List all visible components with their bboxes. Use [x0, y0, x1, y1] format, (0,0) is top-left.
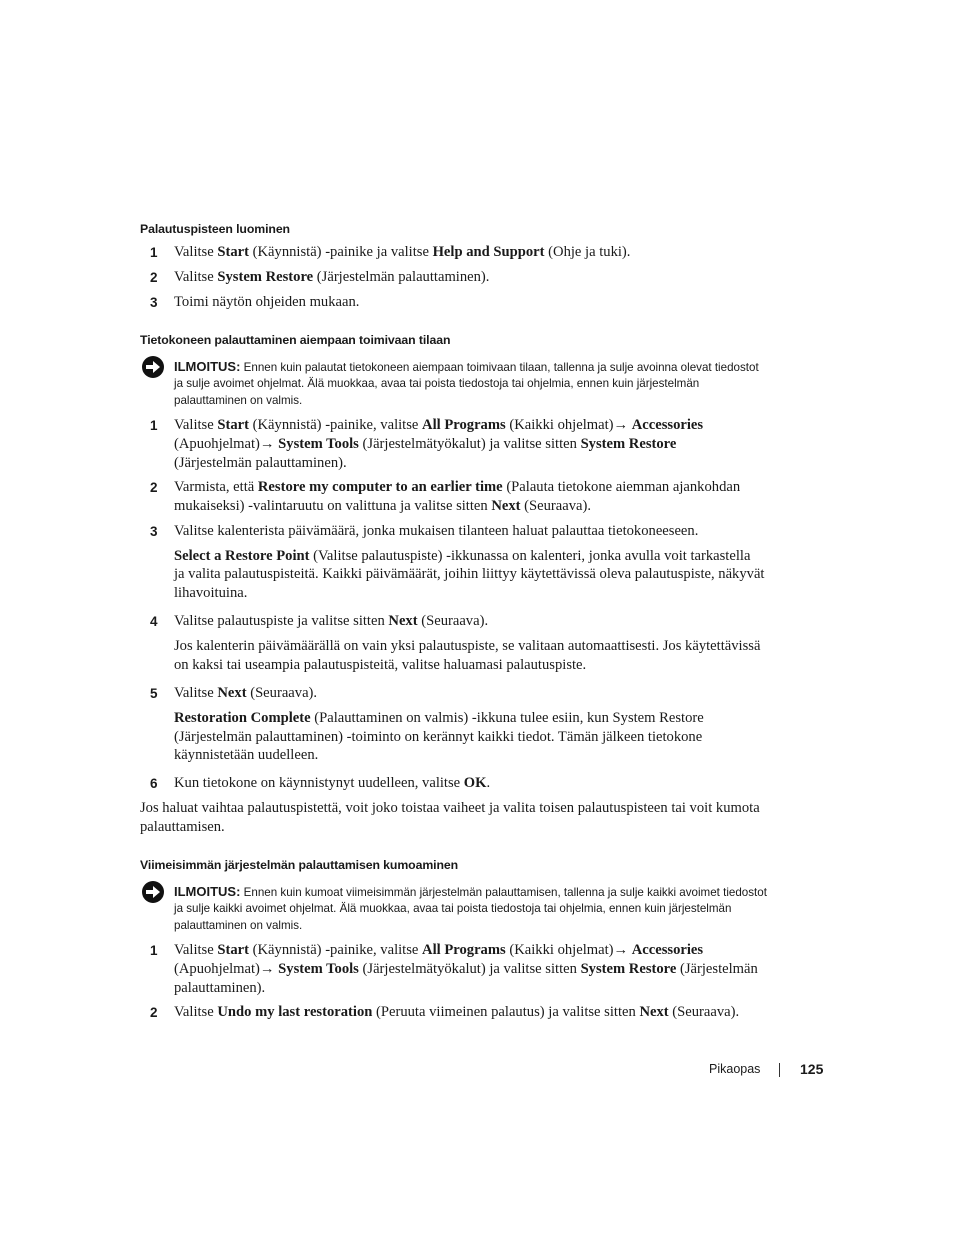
step-text: lihavoituina. [174, 585, 248, 601]
step-text: Valitse Undo my last restoration (Peruuta viimeinen palautus) ja valitse sitten Next (Seuraava). [174, 1004, 740, 1020]
step-text: Restoration Complete (Palauttaminen on valmis) -ikkuna tulee esiin, kun System Restore [174, 710, 704, 726]
step-number: 5 [150, 686, 158, 701]
step-number: 2 [150, 270, 158, 285]
notice-text: palauttaminen on valmis. [174, 919, 303, 932]
step-number: 3 [150, 524, 158, 539]
step-text: on kaksi tai useampia palautuspisteitä, valitse haluamasi palautuspiste. [174, 657, 587, 673]
section-heading: Palautuspisteen luominen [140, 222, 290, 236]
step-number: 1 [150, 418, 158, 433]
body-paragraph: palauttamisen. [140, 819, 225, 835]
step-text: Valitse Start (Käynnistä) -painike, valitse All Programs (Kaikki ohjelmat)→ Accessories [174, 417, 704, 433]
step-text: Toimi näytön ohjeiden mukaan. [174, 294, 360, 310]
step-text: Valitse Start (Käynnistä) -painike ja valitse Help and Support (Ohje ja tuki). [174, 244, 631, 260]
step-text: Varmista, että Restore my computer to an earlier time (Palauta tietokone aiemman ajankohdan [174, 479, 741, 495]
step-text: käynnistetään uudelleen. [174, 747, 319, 763]
step-text: (Apuohjelmat)→ System Tools (Järjestelmätyökalut) ja valitse sitten System Restore [174, 436, 677, 452]
step-text: Valitse System Restore (Järjestelmän palauttaminen). [174, 269, 490, 285]
step-text: Jos kalenterin päivämäärällä on vain yksi palautuspiste, se valitaan automaattisesti. Jos käytettävissä [174, 638, 761, 654]
step-text: Valitse kalenterista päivämäärä, jonka mukaisen tilanteen haluat palauttaa tietokoneeseen. [174, 523, 699, 539]
notice-label: ILMOITUS: [174, 359, 241, 374]
step-text: Valitse Next (Seuraava). [174, 685, 318, 701]
footer-separator [779, 1063, 780, 1077]
step-text: Valitse Start (Käynnistä) -painike, valitse All Programs (Kaikki ohjelmat)→ Accessories [174, 942, 704, 958]
step-text: ja valita palautuspisteitä. Kaikki päivämäärät, joihin liittyy käytettävissä oleva palautuspiste, näkyvät [174, 566, 765, 582]
step-number: 2 [150, 480, 158, 495]
step-number: 4 [150, 614, 158, 629]
step-number: 1 [150, 943, 158, 958]
section-heading: Viimeisimmän järjestelmän palauttamisen kumoaminen [140, 858, 459, 872]
notice-icon [141, 880, 165, 904]
step-text: (Apuohjelmat)→ System Tools (Järjestelmätyökalut) ja valitse sitten System Restore (Järjestelmän [174, 961, 758, 977]
footer-label: Pikaopas [709, 1062, 761, 1076]
step-text: Kun tietokone on käynnistynyt uudelleen, valitse OK. [174, 775, 491, 791]
step-text: palauttaminen). [174, 980, 266, 996]
notice-text: ja sulje avoimet ohjelmat. Älä muokkaa, avaa tai poista tiedostoja tai ohjelmia, ennen kuin järjestelmän [174, 377, 700, 390]
step-text: Select a Restore Point (Valitse palautuspiste) -ikkunassa on kalenteri, jonka avulla voit tarkastella [174, 548, 751, 564]
step-number: 3 [150, 295, 158, 310]
step-text: (Järjestelmän palauttaminen) -toiminto on kerännyt kaikki tiedot. Tämän jälkeen tietokone [174, 729, 703, 745]
step-number: 2 [150, 1005, 158, 1020]
body-paragraph: Jos haluat vaihtaa palautuspistettä, voit joko toistaa vaiheet ja valita toisen palautuspisteen tai voit kumota [140, 800, 760, 816]
step-text: Valitse palautuspiste ja valitse sitten Next (Seuraava). [174, 613, 489, 629]
step-number: 1 [150, 245, 158, 260]
step-text: (Järjestelmän palauttaminen). [174, 455, 347, 471]
section-heading: Tietokoneen palauttaminen aiempaan toimivaan tilaan [140, 333, 451, 347]
notice-text: ILMOITUS: Ennen kuin kumoat viimeisimmän järjestelmän palauttamisen, tallenna ja sulje kaikki avoimet tiedostot [174, 884, 767, 899]
notice-text: ja sulje kaikki avoimet ohjelmat. Älä muokkaa, avaa tai poista tiedostoja tai ohjelmia, ennen kuin järjestelmän [174, 902, 732, 915]
notice-text: ILMOITUS: Ennen kuin palautat tietokoneen aiempaan toimivaan tilaan, tallenna ja sulje avoinna olevat tiedostot [174, 359, 759, 374]
notice-icon [141, 355, 165, 379]
notice-text: palauttaminen on valmis. [174, 394, 303, 407]
step-text: mukaiseksi) -valintaruutu on valittuna ja valitse sitten Next (Seuraava). [174, 498, 592, 514]
notice-label: ILMOITUS: [174, 884, 241, 899]
step-number: 6 [150, 776, 158, 791]
page-number: 125 [800, 1061, 824, 1077]
